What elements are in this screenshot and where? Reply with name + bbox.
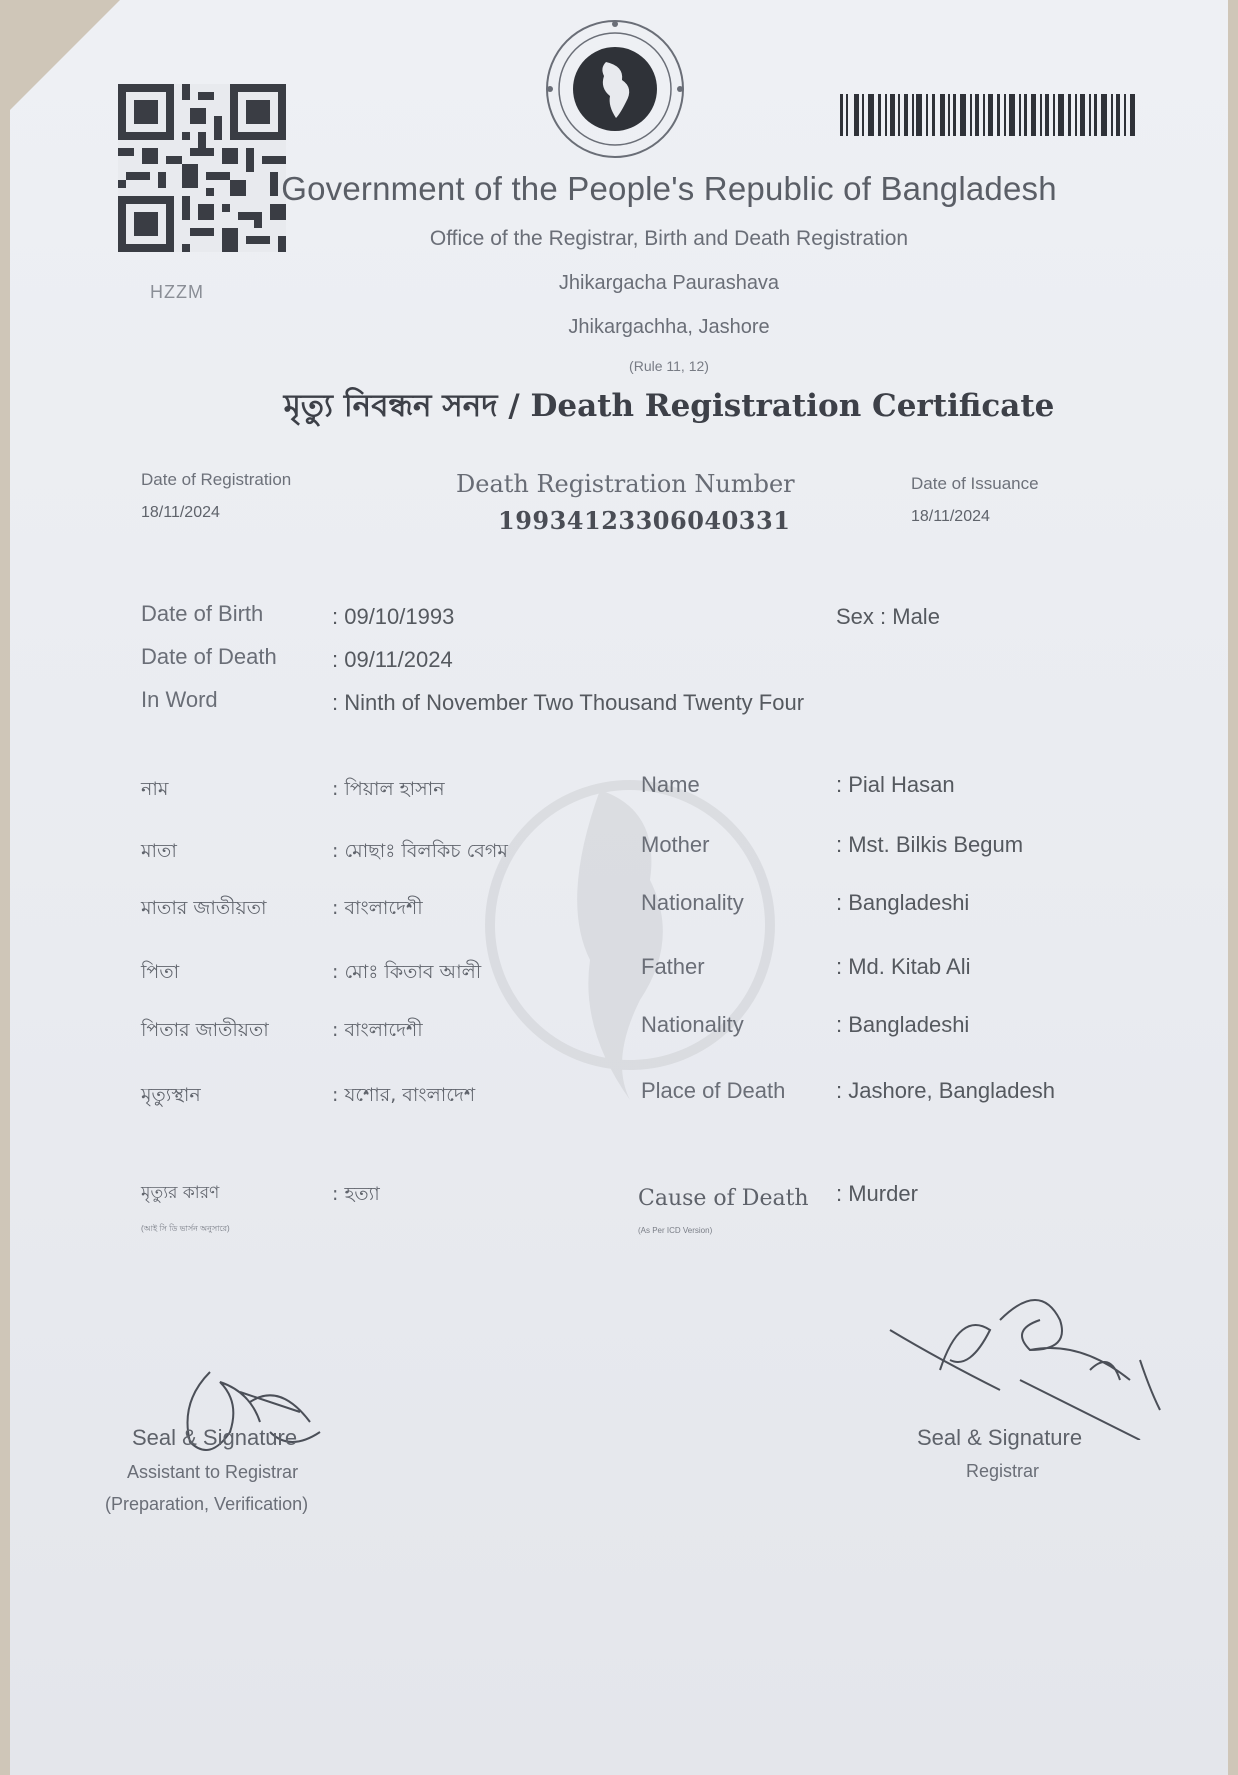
registrar-signature-icon xyxy=(880,1290,1180,1440)
cause-en-value: : Murder xyxy=(836,1181,918,1206)
location-heading: Jhikargachha, Jashore xyxy=(568,316,770,338)
dod-value: : 09/11/2024 xyxy=(332,647,453,672)
father-nationality-en-label: Nationality xyxy=(641,1012,744,1037)
preparation-verification-label: (Preparation, Verification) xyxy=(105,1494,309,1514)
name-bn-label: নাম xyxy=(141,778,169,800)
mother-nationality-en-value: : Bangladeshi xyxy=(836,890,970,915)
place-of-death-bn-label: মৃত্যুস্থান xyxy=(141,1084,201,1106)
qr-code-label: HZZM xyxy=(150,282,204,302)
registrar-label: Registrar xyxy=(966,1461,1040,1481)
registration-number-value: 19934123306040331 xyxy=(498,506,791,535)
mother-bn-value: : মোছাঃ বিলকিচ বেগম xyxy=(332,840,508,862)
cause-en-label: Cause of Death xyxy=(638,1186,809,1211)
rule-text: (Rule 11, 12) xyxy=(629,358,709,374)
date-of-registration-label: Date of Registration xyxy=(141,470,292,489)
mother-nationality-bn-label: মাতার জাতীয়তা xyxy=(141,897,267,919)
assistant-to-registrar-label: Assistant to Registrar xyxy=(127,1462,299,1482)
mother-en-label: Mother xyxy=(641,832,710,857)
mother-bn-label: মাতা xyxy=(141,840,177,862)
dod-label: Date of Death xyxy=(141,644,277,669)
place-of-death-bn-value: : যশোর, বাংলাদেশ xyxy=(332,1084,476,1106)
registration-number-label: Death Registration Number xyxy=(456,470,795,498)
name-bn-value: : পিয়াল হাসান xyxy=(332,778,445,800)
father-en-label: Father xyxy=(641,954,705,979)
paurashava-heading: Jhikargacha Paurashava xyxy=(558,272,780,294)
mother-en-value: : Mst. Bilkis Begum xyxy=(836,832,1024,857)
assistant-signature-icon xyxy=(150,1362,330,1472)
inword-value: : Ninth of November Two Thousand Twenty Four xyxy=(332,690,805,715)
dob-value: : 09/10/1993 xyxy=(332,604,455,629)
sex-value: Sex : Male xyxy=(836,604,940,629)
father-nationality-bn-label: পিতার জাতীয়তা xyxy=(141,1019,269,1041)
cause-bn-note: (আই সি ডি ভার্সন অনুসারে) xyxy=(141,1224,230,1233)
father-nationality-bn-value: : বাংলাদেশী xyxy=(332,1019,423,1041)
mother-nationality-bn-value: : বাংলাদেশী xyxy=(332,897,423,919)
dob-label: Date of Birth xyxy=(141,601,264,626)
place-of-death-en-label: Place of Death xyxy=(641,1078,786,1103)
place-of-death-en-value: : Jashore, Bangladesh xyxy=(836,1078,1055,1103)
barcode-icon xyxy=(840,94,1140,136)
date-of-registration-value: 18/11/2024 xyxy=(141,504,220,521)
name-en-value: : Pial Hasan xyxy=(836,772,955,797)
left-seal-signature-label: Seal & Signature xyxy=(132,1425,298,1450)
cause-en-note: (As Per ICD Version) xyxy=(638,1226,713,1235)
father-bn-label: পিতা xyxy=(141,961,180,983)
mother-nationality-en-label: Nationality xyxy=(641,890,744,915)
right-seal-signature-label: Seal & Signature xyxy=(917,1425,1083,1450)
office-heading: Office of the Registrar, Birth and Death Registration xyxy=(429,227,909,250)
government-heading: Government of the People's Republic of Bangladesh xyxy=(281,170,1057,207)
inword-label: In Word xyxy=(141,687,218,712)
date-of-issuance-label: Date of Issuance xyxy=(911,474,1039,493)
cause-bn-value: : হত্যা xyxy=(332,1183,380,1205)
name-en-label: Name xyxy=(641,772,700,797)
father-bn-value: : মোঃ কিতাব আলী xyxy=(332,961,482,983)
father-nationality-en-value: : Bangladeshi xyxy=(836,1012,970,1037)
date-of-issuance-value: 18/11/2024 xyxy=(911,508,990,525)
cause-bn-label: মৃত্যুর কারণ xyxy=(141,1183,220,1203)
government-seal-icon xyxy=(544,18,686,160)
father-en-value: : Md. Kitab Ali xyxy=(836,954,971,979)
certificate-title: মৃত্যু নিবন্ধন সনদ / Death Registration Certificate xyxy=(283,388,1055,424)
